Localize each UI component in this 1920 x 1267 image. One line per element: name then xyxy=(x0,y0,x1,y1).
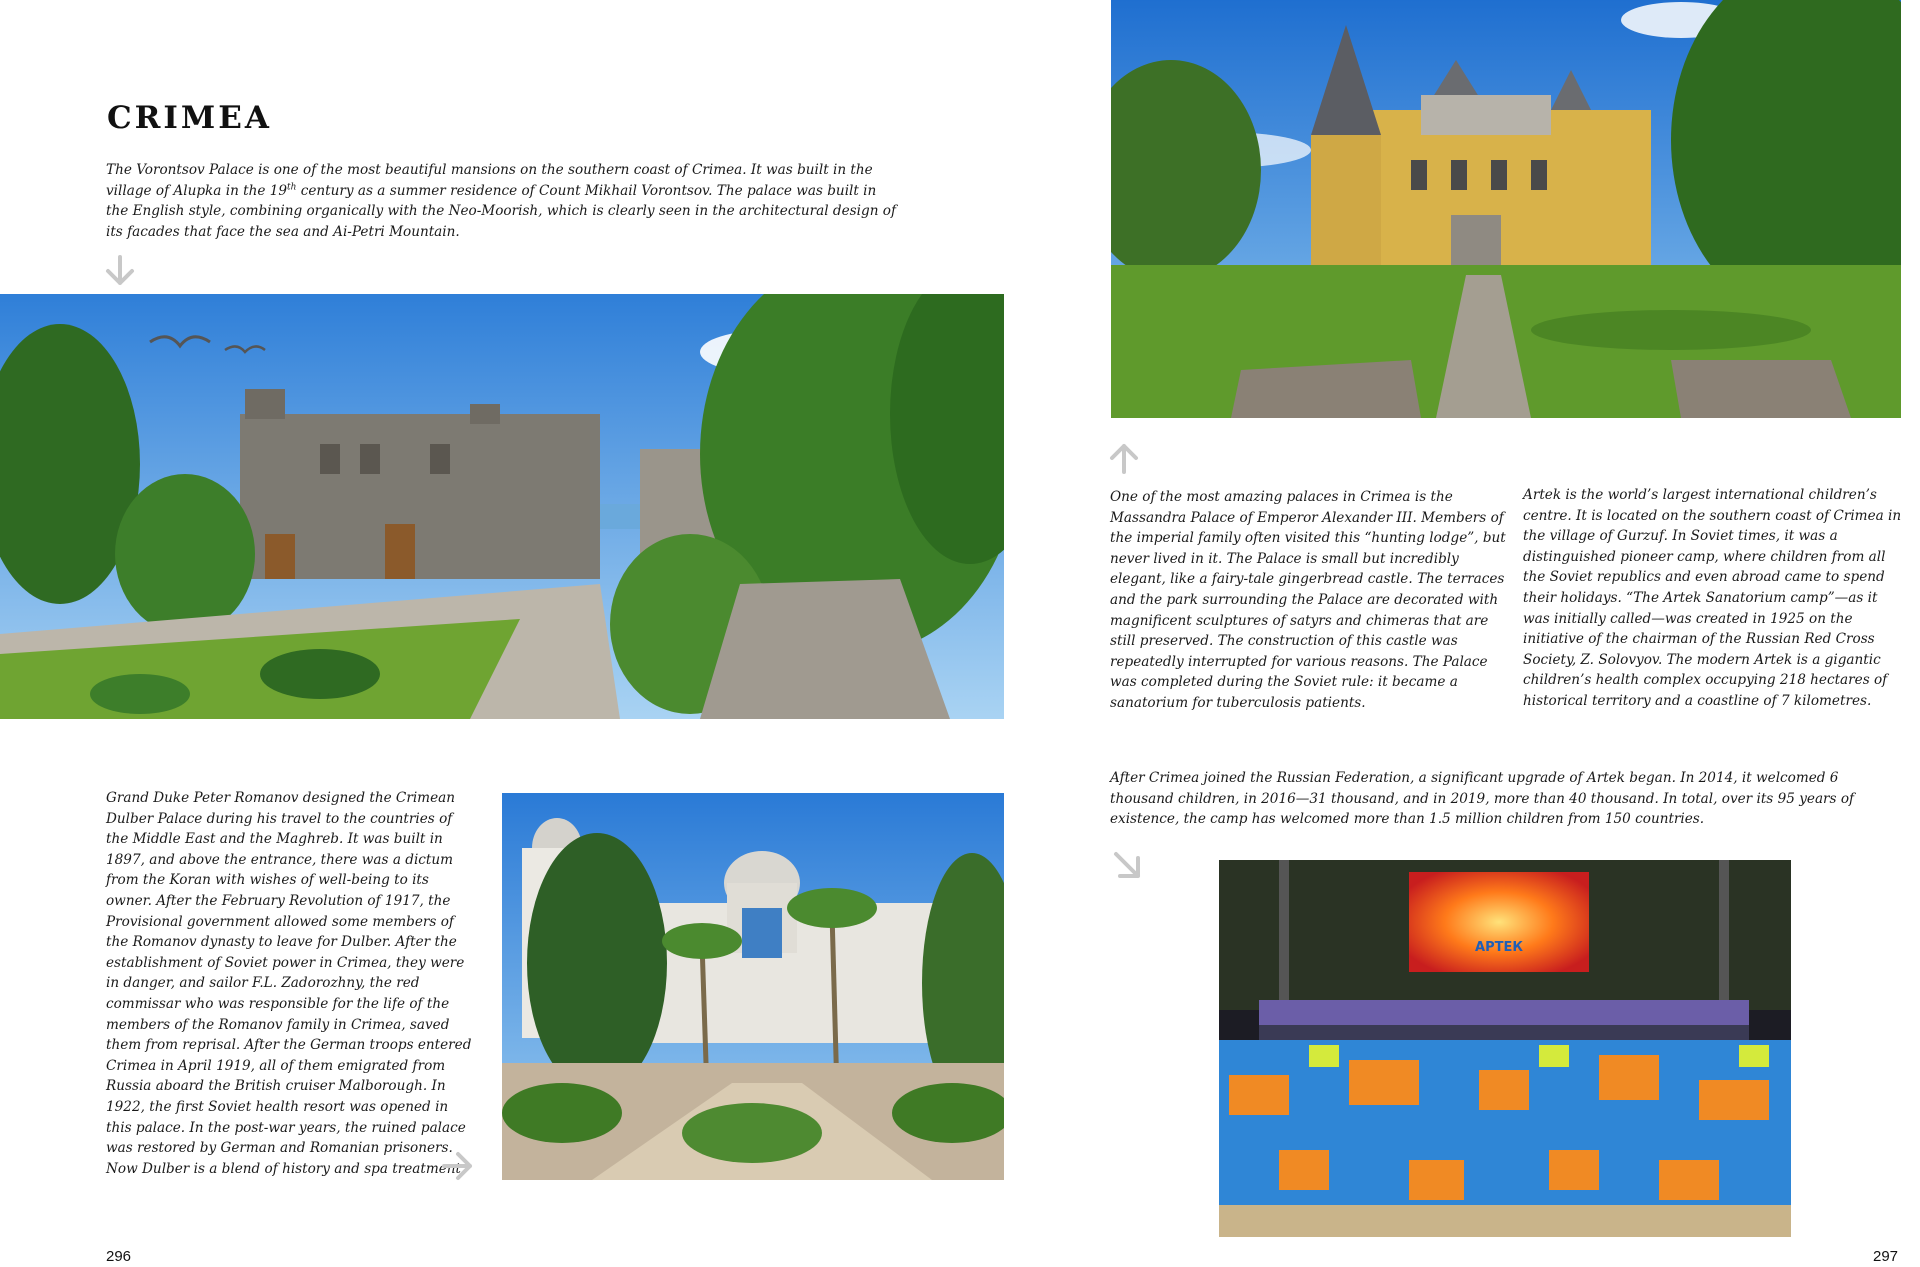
stage-screen-logo: АРТЕК xyxy=(1475,940,1523,955)
arrow-down-icon xyxy=(102,253,138,289)
massandra-palace-photo xyxy=(1111,0,1901,418)
arrow-down-right-icon xyxy=(1110,848,1146,884)
intro-paragraph xyxy=(106,160,896,242)
dulber-palace-photo xyxy=(502,793,1004,1180)
vorontsov-palace-photo xyxy=(0,294,1004,719)
artek-concert-photo xyxy=(1219,860,1791,1237)
dulber-paragraph: Grand Duke Peter Romanov designed the Crimean Dulber Palace during his travel to the countries of the Middle East and the Maghreb. It was built in 1897, and above the entrance, there was a dictum from the Koran with wishes of well-being to its owner. After the February Revolution of 1917, the Provisional government allowed some members of the Romanov dynasty to leave for Dulber. After the establishment of Soviet power in Crimea, they were in danger, and sailor F.L. Zadorozhny, the red commissar who was responsible for the life of the members of the Romanov family in Crimea, saved them from reprisal. After the German troops entered Crimea in April 1919, all of them emigrated from Russia aboard the British cruiser Malborough. In 1922, the first Soviet health resort was opened in this palace. In the post-war years, the ruined palace was restored by German and Romanian prisoners. Now Dulber is a blend of history and spa treatment. xyxy=(106,790,472,1177)
artek-upgrade-paragraph: After Crimea joined the Russian Federation, a significant upgrade of Artek began. In 2014, it welcomed 6 thousand children, in 2016—31 thousand, and in 2019, more than 40 thousand. In total, over its 95 years of existence, the camp has welcomed more than 1.5 million children from 150 countries. xyxy=(1110,770,1855,828)
massandra-paragraph: One of the most amazing palaces in Crimea is the Massandra Palace of Emperor Alexander III. Members of the imperial family often visited this “hunting lodge”, but never lived in it. The Palace is small but incredibly elegant, like a fairy-tale gingerbread castle. The terraces and the park surrounding the Palace are decorated with magnificent sculptures of satyrs and chimeras that are still preserved. The construction of this castle was repeatedly interrupted for various reasons. The Palace was completed during the Soviet rule: it became a sanatorium for tuberculosis patients. xyxy=(1110,489,1506,711)
artek-paragraph: Artek is the world’s largest international children’s centre. It is located on the southern coast of Crimea in the village of Gurzuf. In Soviet times, it was a distinguished pioneer camp, where children from all the Soviet republics and even abroad came to spend their holidays. “The Artek Sanatorium camp”—as it was initially called—was created in 1925 on the initiative of the chairman of the Russian Red Cross Society, Z. Solovyov. The modern Artek is a gigantic children’s health complex occupying 218 hectares of historical territory and a coastline of 7 kilometres. xyxy=(1523,487,1902,709)
intro-superscript: th xyxy=(287,182,297,193)
arrow-right-icon xyxy=(440,1148,476,1184)
intro-text-part1: The Vorontsov Palace is one of the most beautiful mansions on the southern coast of Crimea. It was built in the village of Alupka in the 19 xyxy=(106,162,873,199)
page-title: CRIMEA xyxy=(107,100,272,136)
arrow-up-icon xyxy=(1106,440,1142,476)
page-number-left: 296 xyxy=(106,1248,132,1265)
intro-text-part2: century as a summer residence of Count Mikhail Vorontsov. The palace was built in the English style, combining organically with the Neo-Moorish, which is clearly seen in the architectural design of its facades that face the sea and Ai-Petri Mountain. xyxy=(106,182,896,240)
page-number-right: 297 xyxy=(1873,1248,1899,1265)
